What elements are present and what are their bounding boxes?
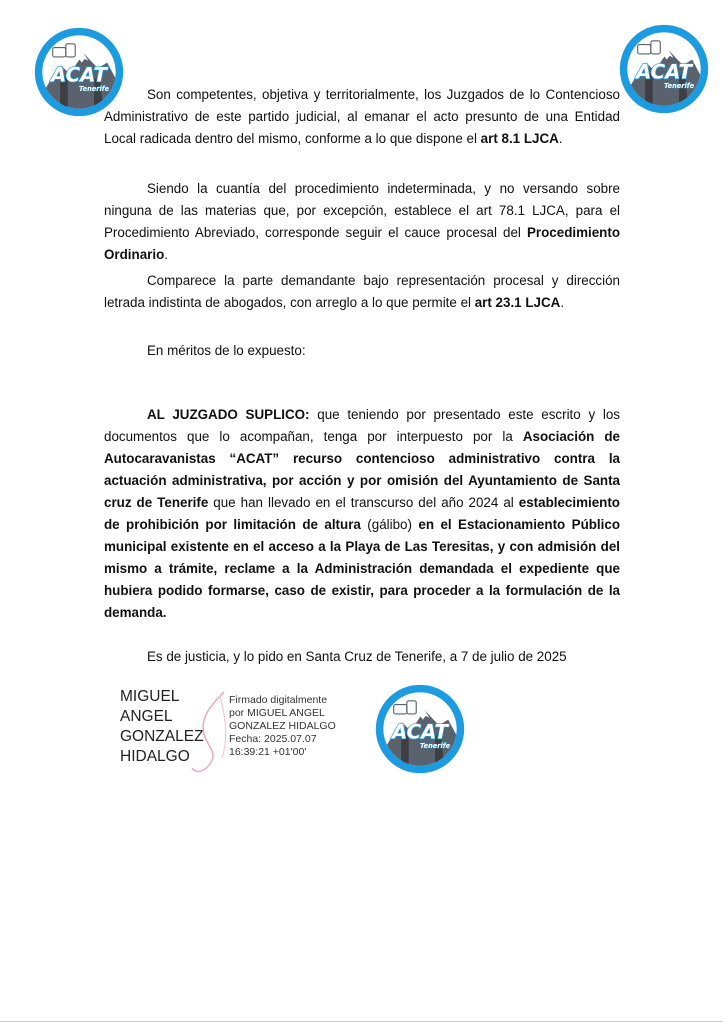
text-segment: . [164, 247, 168, 262]
text-segment: Siendo la cuantía del procedimiento indeterminada, y no versando sobre ninguna de las materias que, por excepción, establece el art 78.1 LJCA, para el Procedimiento Abreviado, corresponde seguir el cauce procesal del [104, 181, 620, 240]
signature-info-line: Fecha: 2025.07.07 [229, 733, 317, 745]
text-segment: Es de justicia, y lo pido en Santa Cruz de Tenerife, a 7 de julio de 2025 [147, 649, 567, 664]
paragraph-justicia [104, 646, 620, 668]
text-segment: . [558, 131, 563, 146]
page-bottom-divider [0, 1021, 723, 1022]
signature-info-line: por MIGUEL ANGEL [229, 707, 325, 719]
logo-brand-text: ACAT [51, 63, 107, 87]
logo-brand-text: ACAT [392, 720, 448, 744]
text-segment: Son competentes, objetiva y territorialmente, los Juzgados de lo Contencioso Administrativo de este partido judicial, al emanar el acto presunto de una Entidad Local radicada dentro del mismo, conforme a lo que dispone el [104, 87, 620, 146]
bold-text: Asociación de Autocaravanistas “ACAT” recurso contencioso administrativo contra la actuación administrativa, por acción y por omisión del Ayuntamiento de Santa cruz de Tenerife [104, 429, 620, 510]
text-segment: En méritos de lo expuesto: [147, 343, 306, 358]
logo-brand-text: ACAT [636, 60, 692, 84]
signer-name-line: HIDALGO [120, 748, 190, 765]
document-body-5 [104, 404, 620, 624]
document-body-6 [104, 646, 620, 668]
acat-logo-graphic [373, 682, 467, 776]
document-body-3 [104, 270, 620, 314]
signature-info-line: 16:39:21 +01'00' [229, 746, 307, 758]
signature-info-line: Firmado digitalmente [229, 694, 328, 706]
text-segment: que han llevado en el transcurso del año 2024 al [208, 495, 519, 510]
bold-text: art 8.1 LJCA [480, 131, 559, 146]
document-body-4 [104, 340, 620, 362]
signer-name-line: ANGEL [120, 708, 173, 725]
logo-sub-text: Tenerife [420, 741, 451, 750]
document-body [104, 84, 620, 150]
text-segment: Comparece la parte demandante bajo representación procesal y dirección letrada indistinta de abogados, con arreglo a lo que permite el [104, 273, 620, 310]
acat-logo-graphic [617, 22, 711, 116]
text-segment: (gálibo) [360, 517, 419, 532]
paragraph-cuantia [104, 178, 620, 266]
logo-sub-text: Tenerife [664, 81, 695, 90]
signer-name-line: MIGUEL [120, 688, 180, 705]
bold-text: AL JUZGADO SUPLICO: [147, 407, 310, 422]
document-body-2 [104, 178, 620, 266]
paragraph-comparece [104, 270, 620, 314]
logo-sub-text: Tenerife [79, 84, 110, 93]
text-segment: que teniendo por presentado este escrito y los documentos que lo acompañan, tenga por interpuesto por la [104, 407, 620, 444]
acat-logo-signature [373, 682, 467, 776]
paragraph-competence [104, 84, 620, 150]
signer-name-line: GONZALEZ [120, 728, 204, 745]
paragraph-suplico [104, 404, 620, 624]
signature-info-line: GONZALEZ HIDALGO [229, 720, 336, 732]
bold-text: en el Estacionamiento Público municipal existente en el acceso a la Playa de Las Teresitas, y con admisión del mismo a trámite, reclame a la Administración demandada el expediente que hubiera podido formarse, caso de existir, para proceder a la formulación de la demanda. [104, 517, 620, 620]
bold-text: establecimiento de prohibición por limitación de altura [104, 495, 620, 532]
bold-text: art 23.1 LJCA [474, 295, 561, 310]
text-segment: . [560, 295, 565, 310]
paragraph-meritos [104, 340, 620, 362]
bold-text: Procedimiento Ordinario [104, 225, 620, 262]
acat-logo-top-right [617, 22, 711, 116]
digital-signature-info [229, 694, 336, 759]
